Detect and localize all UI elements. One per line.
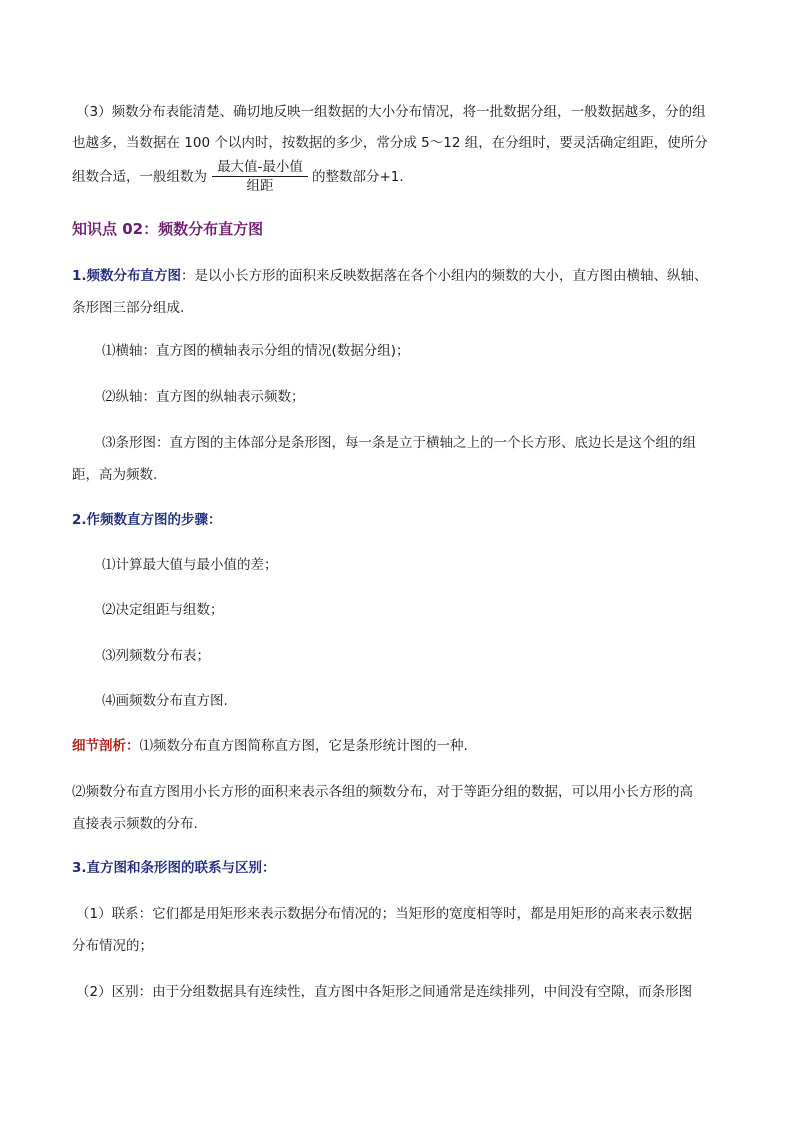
note-line-1: [72, 736, 468, 756]
p3-line-3-prefix: 组数合适，一般组数为: [72, 169, 207, 185]
note-line-1-text: ⑴频数分布直方图简称直方图，它是条形统计图的一种.: [139, 738, 468, 754]
s2-item-4: ⑷画频数分布直方图.: [102, 693, 228, 709]
s2-item-3: ⑶列频数分布表；: [102, 648, 210, 664]
s2-item-1: ⑴计算最大值与最小值的差；: [102, 557, 278, 573]
s1-line-2: 条形图三部分组成.: [72, 300, 185, 316]
s2-heading: 2.作频数直方图的步骤：: [72, 512, 222, 528]
note-label: 细节剖析：: [72, 738, 140, 754]
s1-line-1: [72, 266, 708, 286]
p3-line-2: 也越多，当数据在 100 个以内时，按数据的多少，常分成 5～12 组，在分组时，要灵活确定组距，使所分: [72, 135, 708, 151]
section-heading-kp2: 知识点 02：频数分布直方图: [72, 220, 264, 238]
fraction-numerator: 最大值-最小值: [217, 159, 303, 175]
s1-item-3-line-2: 距，高为频数.: [72, 467, 158, 483]
s1-item-1: ⑴横轴：直方图的横轴表示分组的情况(数据分组)；: [102, 343, 410, 359]
p3-line-1: （3）频数分布表能清楚、确切地反映一组数据的大小分布情况，将一批数据分组，一般数据越多，分的组: [76, 104, 706, 120]
s3-item-1-line-2: 分布情况的；: [72, 938, 153, 954]
p3-line-3: [72, 167, 207, 187]
fraction: [212, 158, 308, 195]
note-line-3: 直接表示频数的分布.: [72, 816, 198, 832]
s1-heading: 1.频数分布直方图: [72, 268, 182, 284]
note-line-2: ⑵频数分布直方图用小长方形的面积来表示各组的频数分布，对于等距分组的数据，可以用小长方形的高: [72, 784, 693, 800]
s3-item-2-line-1: （2）区别：由于分组数据具有连续性，直方图中各矩形之间通常是连续排列，中间没有空隙，而条形图: [76, 984, 693, 1000]
s1-item-2: ⑵纵轴：直方图的纵轴表示频数；: [102, 389, 305, 405]
s3-item-1-line-1: （1）联系：它们都是用矩形来表示数据分布情况的；当矩形的宽度相等时，都是用矩形的高来表示数据: [76, 906, 693, 922]
s1-item-3-line-1: ⑶条形图：直方图的主体部分是条形图，每一条是立于横轴之上的一个长方形、底边长是这个组的组: [102, 435, 696, 451]
p3-line-3-suffix: 的整数部分+1.: [312, 169, 404, 185]
s3-heading: 3.直方图和条形图的联系与区别：: [72, 860, 276, 876]
fraction-denominator: 组距: [246, 178, 274, 194]
s2-item-2: ⑵决定组距与组数；: [102, 602, 224, 618]
s1-line-1-text: ：是以小长方形的面积来反映数据落在各个小组内的频数的大小，直方图由横轴、纵轴、: [181, 268, 708, 284]
